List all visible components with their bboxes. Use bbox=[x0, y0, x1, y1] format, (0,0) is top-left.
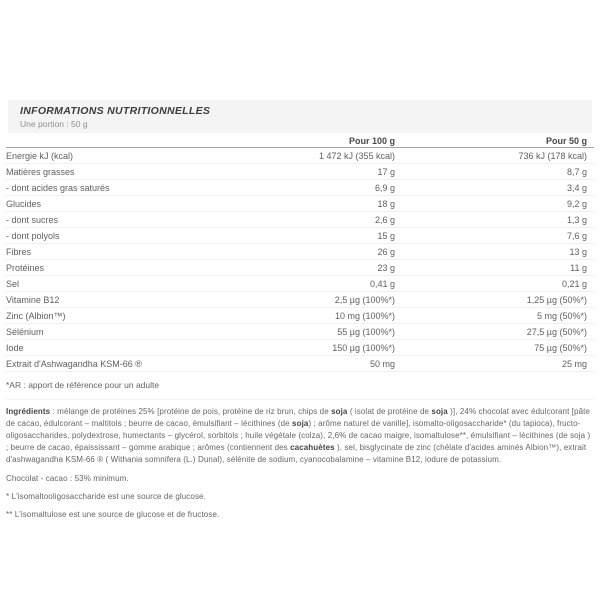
nutrient-label: Extrait d'Ashwagandha KSM-66 ® bbox=[6, 358, 142, 369]
nutrient-label: Sel bbox=[6, 278, 20, 289]
value-per-50g: 1,3 g bbox=[566, 214, 587, 225]
value-per-50g: 1,25 µg (50%*) bbox=[526, 294, 587, 305]
table-row-zinc bbox=[6, 308, 594, 324]
value-per-100g: 23 g bbox=[377, 262, 395, 273]
table-row-vitamine-b12 bbox=[6, 292, 594, 308]
value-per-50g: 27,5 µg (50%*) bbox=[526, 326, 587, 337]
value-per-50g: 25 mg bbox=[561, 358, 587, 369]
column-header-per-100g: Pour 100 g bbox=[348, 135, 395, 146]
value-per-100g: 15 g bbox=[377, 230, 395, 241]
nutrient-label: Energie kJ (kcal) bbox=[6, 150, 74, 161]
value-per-100g: 1 472 kJ (355 kcal) bbox=[318, 150, 395, 161]
value-per-50g: 0,21 g bbox=[561, 278, 587, 289]
isomaltulose-note: ** L'isomaltulose est une source de glucose et de fructose. bbox=[6, 510, 220, 519]
value-per-100g: 55 µg (100%*) bbox=[337, 326, 395, 337]
value-per-100g: 18 g bbox=[377, 198, 395, 209]
table-row-ashwagandha bbox=[6, 356, 594, 372]
portion-subtitle: Une portion : 50 g bbox=[20, 119, 88, 129]
table-row-matieres-grasses bbox=[6, 164, 594, 180]
section-header bbox=[8, 100, 592, 133]
table-row-fibres bbox=[6, 244, 594, 260]
value-per-100g: 6,9 g bbox=[374, 182, 395, 193]
ingredients-paragraph: Ingrédients : mélange de protéines 25% [protéine de pois, protéine de riz brun, chips de soja ( isolat de protéine de soja )], 24% chocolat avec édulcorant [pâte de cacao, édulcorant – maltitols ; beurre de cacao, émulsifiant – lécithines (de soja) ; arôme naturel de vanille], isomalto-oligosaccharide* (du tapioca), fructo-oligosaccharides, polydextrose, humectants – glycérol, sorbitols ; huile végétale (colza), 2,6% de cacao maigre, isomaltulose**, émulsifiant – lécithines (de soja ) ; beurre de cacao, épaississant – gomme arabique ; arômes (contiennent des cacahuètes ), sel, bisglycinate de zinc (chélate d'acides aminés Albion™), extrait d'ashwagandha KSM-66 ® ( Withania somnifera (L.) Dunal), sélénite de sodium, cyanocobalamine – vitamine B12, iodure de potassium. bbox=[6, 407, 591, 464]
value-per-50g: 8,7 g bbox=[566, 166, 587, 177]
nutrient-label: Glucides bbox=[6, 198, 42, 209]
column-header-per-50g: Pour 50 g bbox=[545, 135, 587, 146]
table-row-sucres bbox=[6, 212, 594, 228]
value-per-100g: 50 mg bbox=[369, 358, 395, 369]
table-row-polyols bbox=[6, 228, 594, 244]
isomaltooligosaccharide-note: * L'isomaltooligosaccharide est une source de glucose. bbox=[6, 492, 206, 501]
value-per-100g: 26 g bbox=[377, 246, 395, 257]
nutrient-label: Iode bbox=[6, 342, 24, 353]
table-row-selenium bbox=[6, 324, 594, 340]
table-header-row bbox=[6, 134, 594, 148]
chocolate-cocoa-note: Chocolat - cacao : 53% minimum. bbox=[6, 474, 129, 483]
nutrient-label: Protéines bbox=[6, 262, 45, 273]
table-row-iode bbox=[6, 340, 594, 356]
table-row-glucides bbox=[6, 196, 594, 212]
value-per-100g: 2,6 g bbox=[374, 214, 395, 225]
nutrient-label: Sélénium bbox=[6, 326, 44, 337]
nutrient-label: Fibres bbox=[6, 246, 32, 257]
nutrient-label: - dont polyols bbox=[6, 230, 60, 241]
table-row-proteines bbox=[6, 260, 594, 276]
value-per-50g: 3,4 g bbox=[566, 182, 587, 193]
nutrition-table bbox=[6, 134, 594, 400]
value-per-50g: 13 g bbox=[569, 246, 587, 257]
value-per-100g: 0,41 g bbox=[369, 278, 395, 289]
table-row-energie bbox=[6, 148, 594, 164]
section-title: INFORMATIONS NUTRITIONNELLES bbox=[20, 105, 211, 117]
value-per-50g: 5 mg (50%*) bbox=[536, 310, 587, 321]
value-per-50g: 736 kJ (178 kcal) bbox=[518, 150, 587, 161]
value-per-50g: 11 g bbox=[570, 262, 587, 273]
nutrient-label: Matières grasses bbox=[6, 166, 75, 177]
value-per-50g: 9,2 g bbox=[566, 198, 587, 209]
reference-intake-footnote: *AR : apport de référence pour un adulte bbox=[6, 372, 594, 400]
value-per-50g: 7,6 g bbox=[566, 230, 587, 241]
nutrient-label: - dont sucres bbox=[6, 214, 59, 225]
table-row-sel bbox=[6, 276, 594, 292]
value-per-100g: 10 mg (100%*) bbox=[334, 310, 395, 321]
value-per-100g: 150 µg (100%*) bbox=[332, 342, 395, 353]
value-per-100g: 17 g bbox=[377, 166, 395, 177]
table-row-acides-gras-satures bbox=[6, 180, 594, 196]
nutrient-label: Vitamine B12 bbox=[6, 294, 60, 305]
nutrient-label: Zinc (Albion™) bbox=[6, 310, 66, 321]
value-per-50g: 75 µg (50%*) bbox=[534, 342, 587, 353]
value-per-100g: 2,5 µg (100%*) bbox=[334, 294, 395, 305]
nutrient-label: - dont acides gras saturés bbox=[6, 182, 110, 193]
